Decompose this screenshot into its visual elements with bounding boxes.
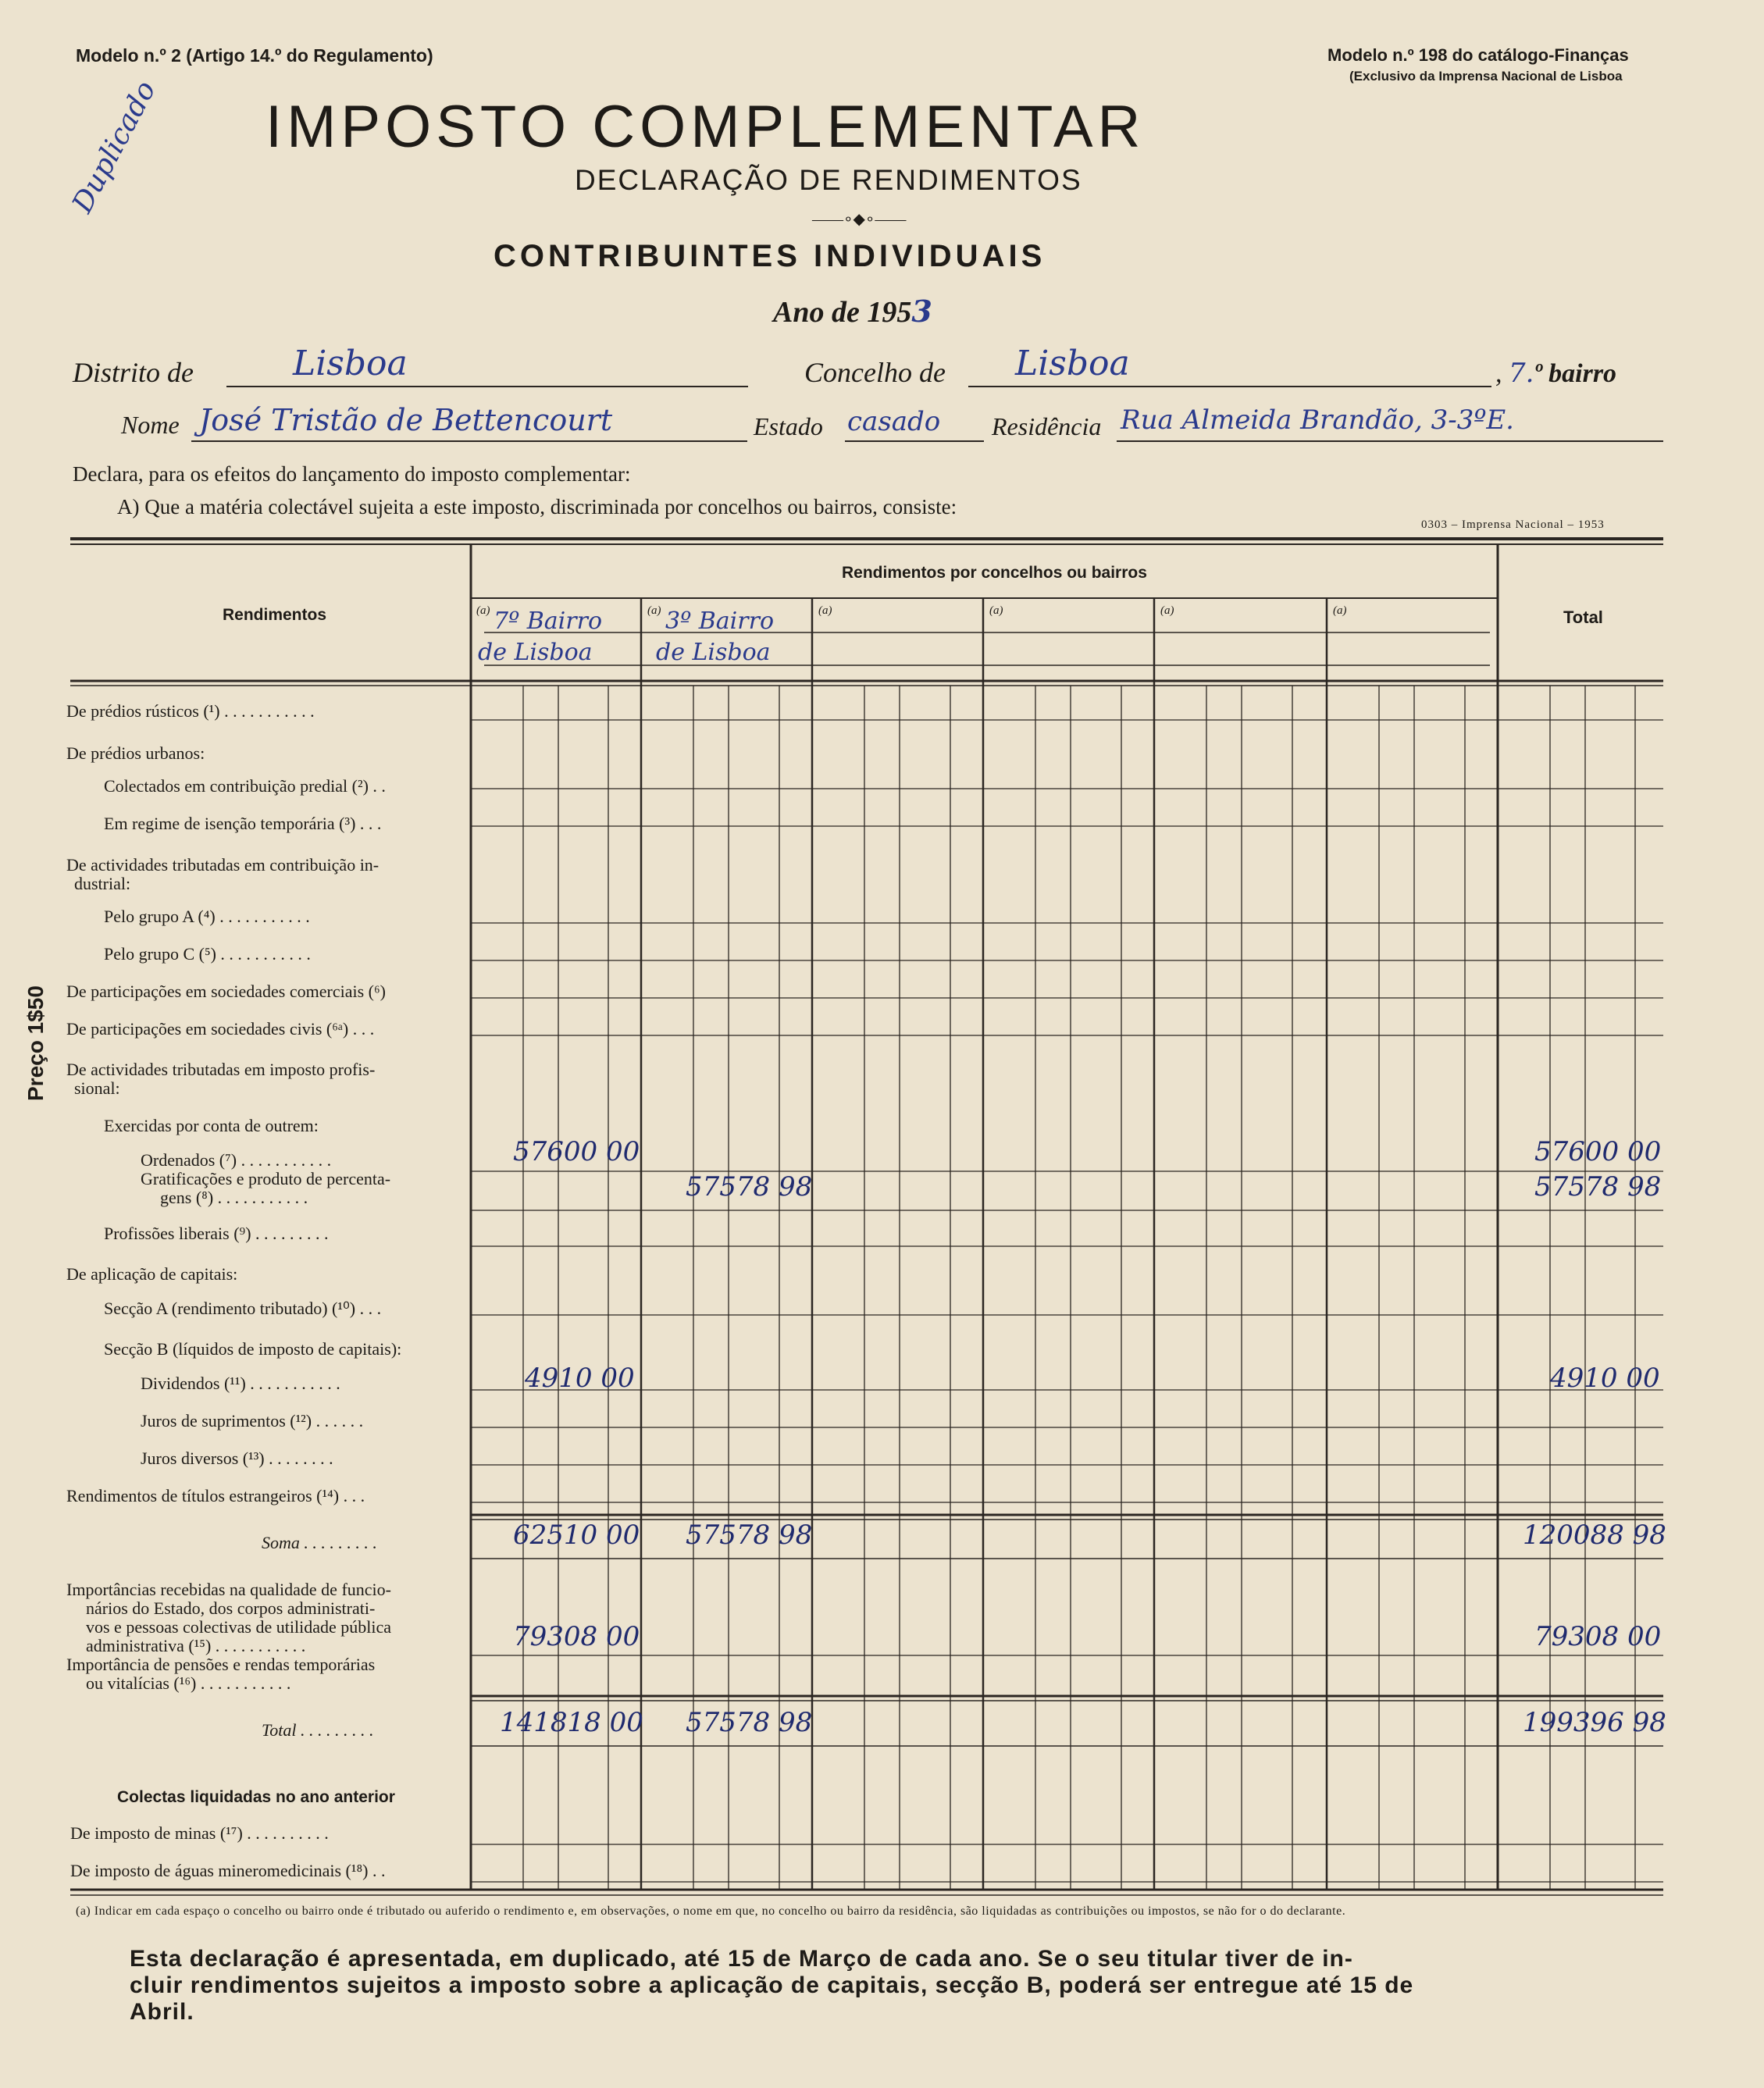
residencia-value[interactable]: Rua Almeida Brandão, 3-3ºE.: [1121, 404, 1514, 436]
row-pensoes-2: ou vitalícias (¹⁶) . . . . . . . . . . .: [86, 1673, 291, 1693]
col2-district-line2[interactable]: de Lisboa: [656, 639, 771, 666]
row-aguas-mineromedicinais: De imposto de águas mineromedicinais (¹⁸) . .: [70, 1861, 386, 1880]
row-funcionarios-4: administrativa (¹⁵) . . . . . . . . . . .: [86, 1636, 306, 1655]
row-ordenados: Ordenados (⁷) . . . . . . . . . . .: [141, 1150, 332, 1170]
notice-line-2: cluir rendimentos sujeitos a imposto sobre a aplicação de capitais, secção B, poderá ser entregue até 15 de: [130, 1972, 1414, 1998]
row-actividades-industrial-cont: dustrial:: [74, 874, 131, 893]
col-header-total: Total: [1563, 608, 1603, 627]
title-divider: ——∘◆∘——: [812, 211, 907, 228]
row-imposto-minas: De imposto de minas (¹⁷) . . . . . . . . . .: [70, 1823, 329, 1843]
nome-value[interactable]: José Tristão de Bettencourt: [199, 403, 613, 437]
value-ordenados-col1[interactable]: 57600 00: [513, 1136, 640, 1167]
modelo-right: Modelo n.º 198 do catálogo-Finanças: [1327, 45, 1629, 65]
row-colectados: Colectados em contribuição predial (²) . .: [104, 776, 386, 796]
col-marker-2: (a): [647, 604, 661, 617]
footnote-a: (a) Indicar em cada espaço o concelho ou bairro onde é tributado ou auferido o rendimento e, em observações, o nome em que, no concelho ou bairro da residência, são liquidadas as contribuições ou impostos, se não for o do declarante.: [76, 1904, 1346, 1918]
tax-year-prefix: Ano de 195: [773, 296, 912, 329]
row-seccao-b: Secção B (líquidos de imposto de capitais):: [104, 1339, 402, 1359]
value-dividendos-total[interactable]: 4910 00: [1550, 1363, 1660, 1394]
row-predios-rusticos: De prédios rústicos (¹) . . . . . . . . . . .: [66, 701, 315, 721]
row-isencao: Em regime de isenção temporária (³) . . .: [104, 814, 382, 833]
tax-year-digit: 3: [911, 294, 932, 329]
distrito-value[interactable]: Lisboa: [293, 344, 408, 383]
value-ordenados-total[interactable]: 57600 00: [1534, 1136, 1662, 1167]
col2-district-line1[interactable]: 3º Bairro: [665, 608, 774, 635]
notice-line-3: Abril.: [130, 1999, 194, 2025]
row-predios-urbanos: De prédios urbanos:: [66, 743, 205, 763]
col-header-group: Rendimentos por concelhos ou bairros: [842, 564, 1147, 582]
duplicado-handwritten-note: Duplicado: [66, 76, 162, 219]
estado-label: Estado: [754, 412, 823, 440]
row-conta-outrem: Exercidas por conta de outrem:: [104, 1116, 319, 1135]
nome-label: Nome: [121, 411, 180, 439]
concelho-label: Concelho de: [804, 357, 946, 388]
row-seccao-a: Secção A (rendimento tributado) (¹⁰) . . .: [104, 1299, 382, 1318]
form-subtitle: DECLARAÇÃO DE RENDIMENTOS: [575, 164, 1082, 196]
section-title: CONTRIBUINTES INDIVIDUAIS: [494, 239, 1046, 273]
row-funcionarios-2: nários do Estado, dos corpos administrati-: [86, 1598, 376, 1618]
price-label: Preço 1$50: [23, 985, 48, 1101]
col-marker-3: (a): [818, 604, 832, 617]
row-pensoes-1: Importância de pensões e rendas temporárias: [66, 1655, 376, 1674]
estado-value[interactable]: casado: [847, 406, 941, 437]
value-dividendos-col1[interactable]: 4910 00: [525, 1363, 635, 1394]
value-total-col1[interactable]: 141818 00: [500, 1707, 643, 1738]
colectas-heading: Colectas liquidadas no ano anterior: [117, 1788, 395, 1806]
value-soma-col1[interactable]: 62510 00: [513, 1520, 640, 1551]
row-juros-diversos: Juros diversos (¹³) . . . . . . . .: [141, 1448, 333, 1468]
notice-line-1: Esta declaração é apresentada, em duplicado, até 15 de Março de cada ano. Se o seu titular tiver de in-: [130, 1946, 1353, 1972]
row-soc-civis: De participações em sociedades civis (⁶ᵃ) . . .: [66, 1019, 375, 1039]
row-aplicacao-capitais: De aplicação de capitais:: [66, 1264, 238, 1284]
row-funcionarios-3: vos e pessoas colectivas de utilidade pública: [86, 1617, 391, 1637]
value-gratificacoes-col2[interactable]: 57578 98: [686, 1171, 813, 1203]
row-total: Total . . . . . . . . .: [262, 1720, 374, 1740]
row-actividades-industrial: De actividades tributadas em contribuição in-: [66, 855, 380, 875]
value-total-total[interactable]: 199396 98: [1523, 1707, 1666, 1738]
declara-text: Declara, para os efeitos do lançamento do imposto complementar:: [73, 462, 631, 486]
row-titulos-estrangeiros: Rendimentos de títulos estrangeiros (¹⁴) . . .: [66, 1486, 365, 1505]
concelho-value[interactable]: Lisboa: [1015, 344, 1130, 383]
residencia-label: Residência: [992, 412, 1102, 440]
col1-district-line1[interactable]: 7º Bairro: [494, 608, 602, 635]
row-grupo-a: Pelo grupo A (⁴) . . . . . . . . . . .: [104, 907, 310, 926]
distrito-label: Distrito de: [73, 357, 194, 388]
bairro-label: º bairro: [1534, 359, 1617, 388]
row-soma: Soma . . . . . . . . .: [262, 1533, 377, 1552]
value-gratificacoes-total[interactable]: 57578 98: [1534, 1171, 1662, 1203]
modelo-left: Modelo n.º 2 (Artigo 14.º do Regulamento): [76, 45, 433, 66]
form-title: IMPOSTO COMPLEMENTAR: [265, 94, 1146, 160]
row-funcionarios-1: Importâncias recebidas na qualidade de funcio-: [66, 1580, 391, 1599]
section-a-text: A) Que a matéria colectável sujeita a este imposto, discriminada por concelhos ou bairros, consiste:: [117, 495, 957, 518]
col1-district-line2[interactable]: de Lisboa: [478, 639, 593, 666]
value-soma-col2[interactable]: 57578 98: [686, 1520, 813, 1551]
row-profissoes-liberais: Profissões liberais (⁹) . . . . . . . . .: [104, 1224, 329, 1243]
value-total-col2[interactable]: 57578 98: [686, 1707, 813, 1738]
col-header-rendimentos: Rendimentos: [223, 606, 327, 624]
row-grupo-c: Pelo grupo C (⁵) . . . . . . . . . . .: [104, 944, 311, 964]
row-imposto-profissional: De actividades tributadas em imposto profis-: [66, 1060, 376, 1079]
bairro-field: , 7.º bairro: [1495, 358, 1617, 389]
print-reference: 0303 – Imprensa Nacional – 1953: [1421, 518, 1605, 531]
col-marker-5: (a): [1160, 604, 1174, 617]
row-imposto-profissional-cont: sional:: [74, 1078, 120, 1098]
row-gratificacoes: Gratificações e produto de percenta-: [141, 1169, 391, 1188]
row-dividendos: Dividendos (¹¹) . . . . . . . . . . .: [141, 1374, 340, 1393]
modelo-right-sub: (Exclusivo da Imprensa Nacional de Lisboa: [1349, 69, 1623, 84]
value-funcionarios-col1[interactable]: 79308 00: [513, 1621, 640, 1652]
row-juros-suprimentos: Juros de suprimentos (¹²) . . . . . .: [141, 1411, 364, 1431]
col-marker-1: (a): [476, 604, 490, 617]
bairro-value[interactable]: 7.: [1509, 358, 1534, 389]
col-marker-4: (a): [989, 604, 1003, 617]
row-gratificacoes-cont: gens (⁸) . . . . . . . . . . .: [160, 1188, 308, 1207]
row-soc-comerciais: De participações em sociedades comerciais (⁶): [66, 982, 386, 1001]
value-soma-total[interactable]: 120088 98: [1523, 1520, 1666, 1551]
value-funcionarios-total[interactable]: 79308 00: [1534, 1621, 1662, 1652]
col-marker-6: (a): [1333, 604, 1347, 617]
